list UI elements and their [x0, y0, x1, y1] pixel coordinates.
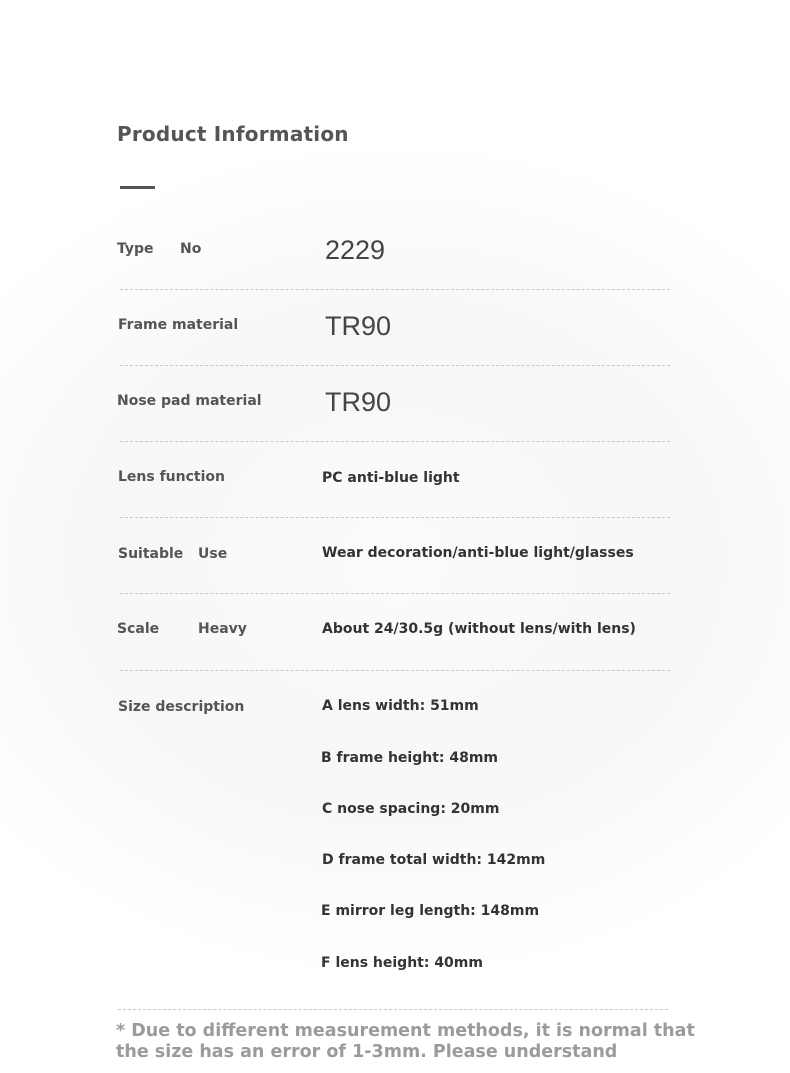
divider: [120, 365, 670, 366]
type-label: Type: [117, 241, 154, 257]
scale-label-heavy: Heavy: [198, 621, 247, 637]
divider: [120, 289, 670, 290]
weight-value: About 24/30.5g (without lens/with lens): [322, 621, 636, 637]
measurement-note: * Due to different measurement methods, it is normal that the size has an error of 1-3mm. Please understand: [116, 1021, 695, 1062]
size-item-d: D frame total width: 142mm: [322, 852, 546, 868]
size-item-a: A lens width: 51mm: [322, 698, 479, 714]
size-item-f: F lens height: 40mm: [321, 955, 483, 971]
suitable-use-label-use: Use: [198, 546, 228, 562]
scale-label: Scale: [117, 621, 160, 637]
size-description-label: Size description: [118, 699, 245, 715]
divider: [120, 441, 670, 442]
divider: [118, 1009, 668, 1010]
divider: [120, 593, 670, 594]
size-item-e: E mirror leg length: 148mm: [321, 903, 540, 919]
frame-material-value: TR90: [325, 311, 392, 341]
divider: [120, 670, 670, 671]
suitable-use-label: Suitable: [118, 546, 184, 562]
nose-pad-material-label: Nose pad material: [117, 393, 262, 409]
size-item-c: C nose spacing: 20mm: [322, 801, 500, 817]
divider: [120, 517, 670, 518]
suitable-use-value: Wear decoration/anti-blue light/glasses: [322, 545, 634, 561]
lens-function-label: Lens function: [118, 469, 225, 485]
size-item-b: B frame height: 48mm: [321, 750, 499, 766]
type-value: 2229: [325, 235, 386, 265]
page-title: Product Information: [117, 122, 349, 146]
lens-function-value: PC anti-blue light: [322, 470, 460, 486]
type-label-no: No: [180, 241, 202, 257]
frame-material-label: Frame material: [118, 317, 239, 333]
title-underline: [120, 186, 155, 189]
nose-pad-material-value: TR90: [325, 387, 392, 417]
